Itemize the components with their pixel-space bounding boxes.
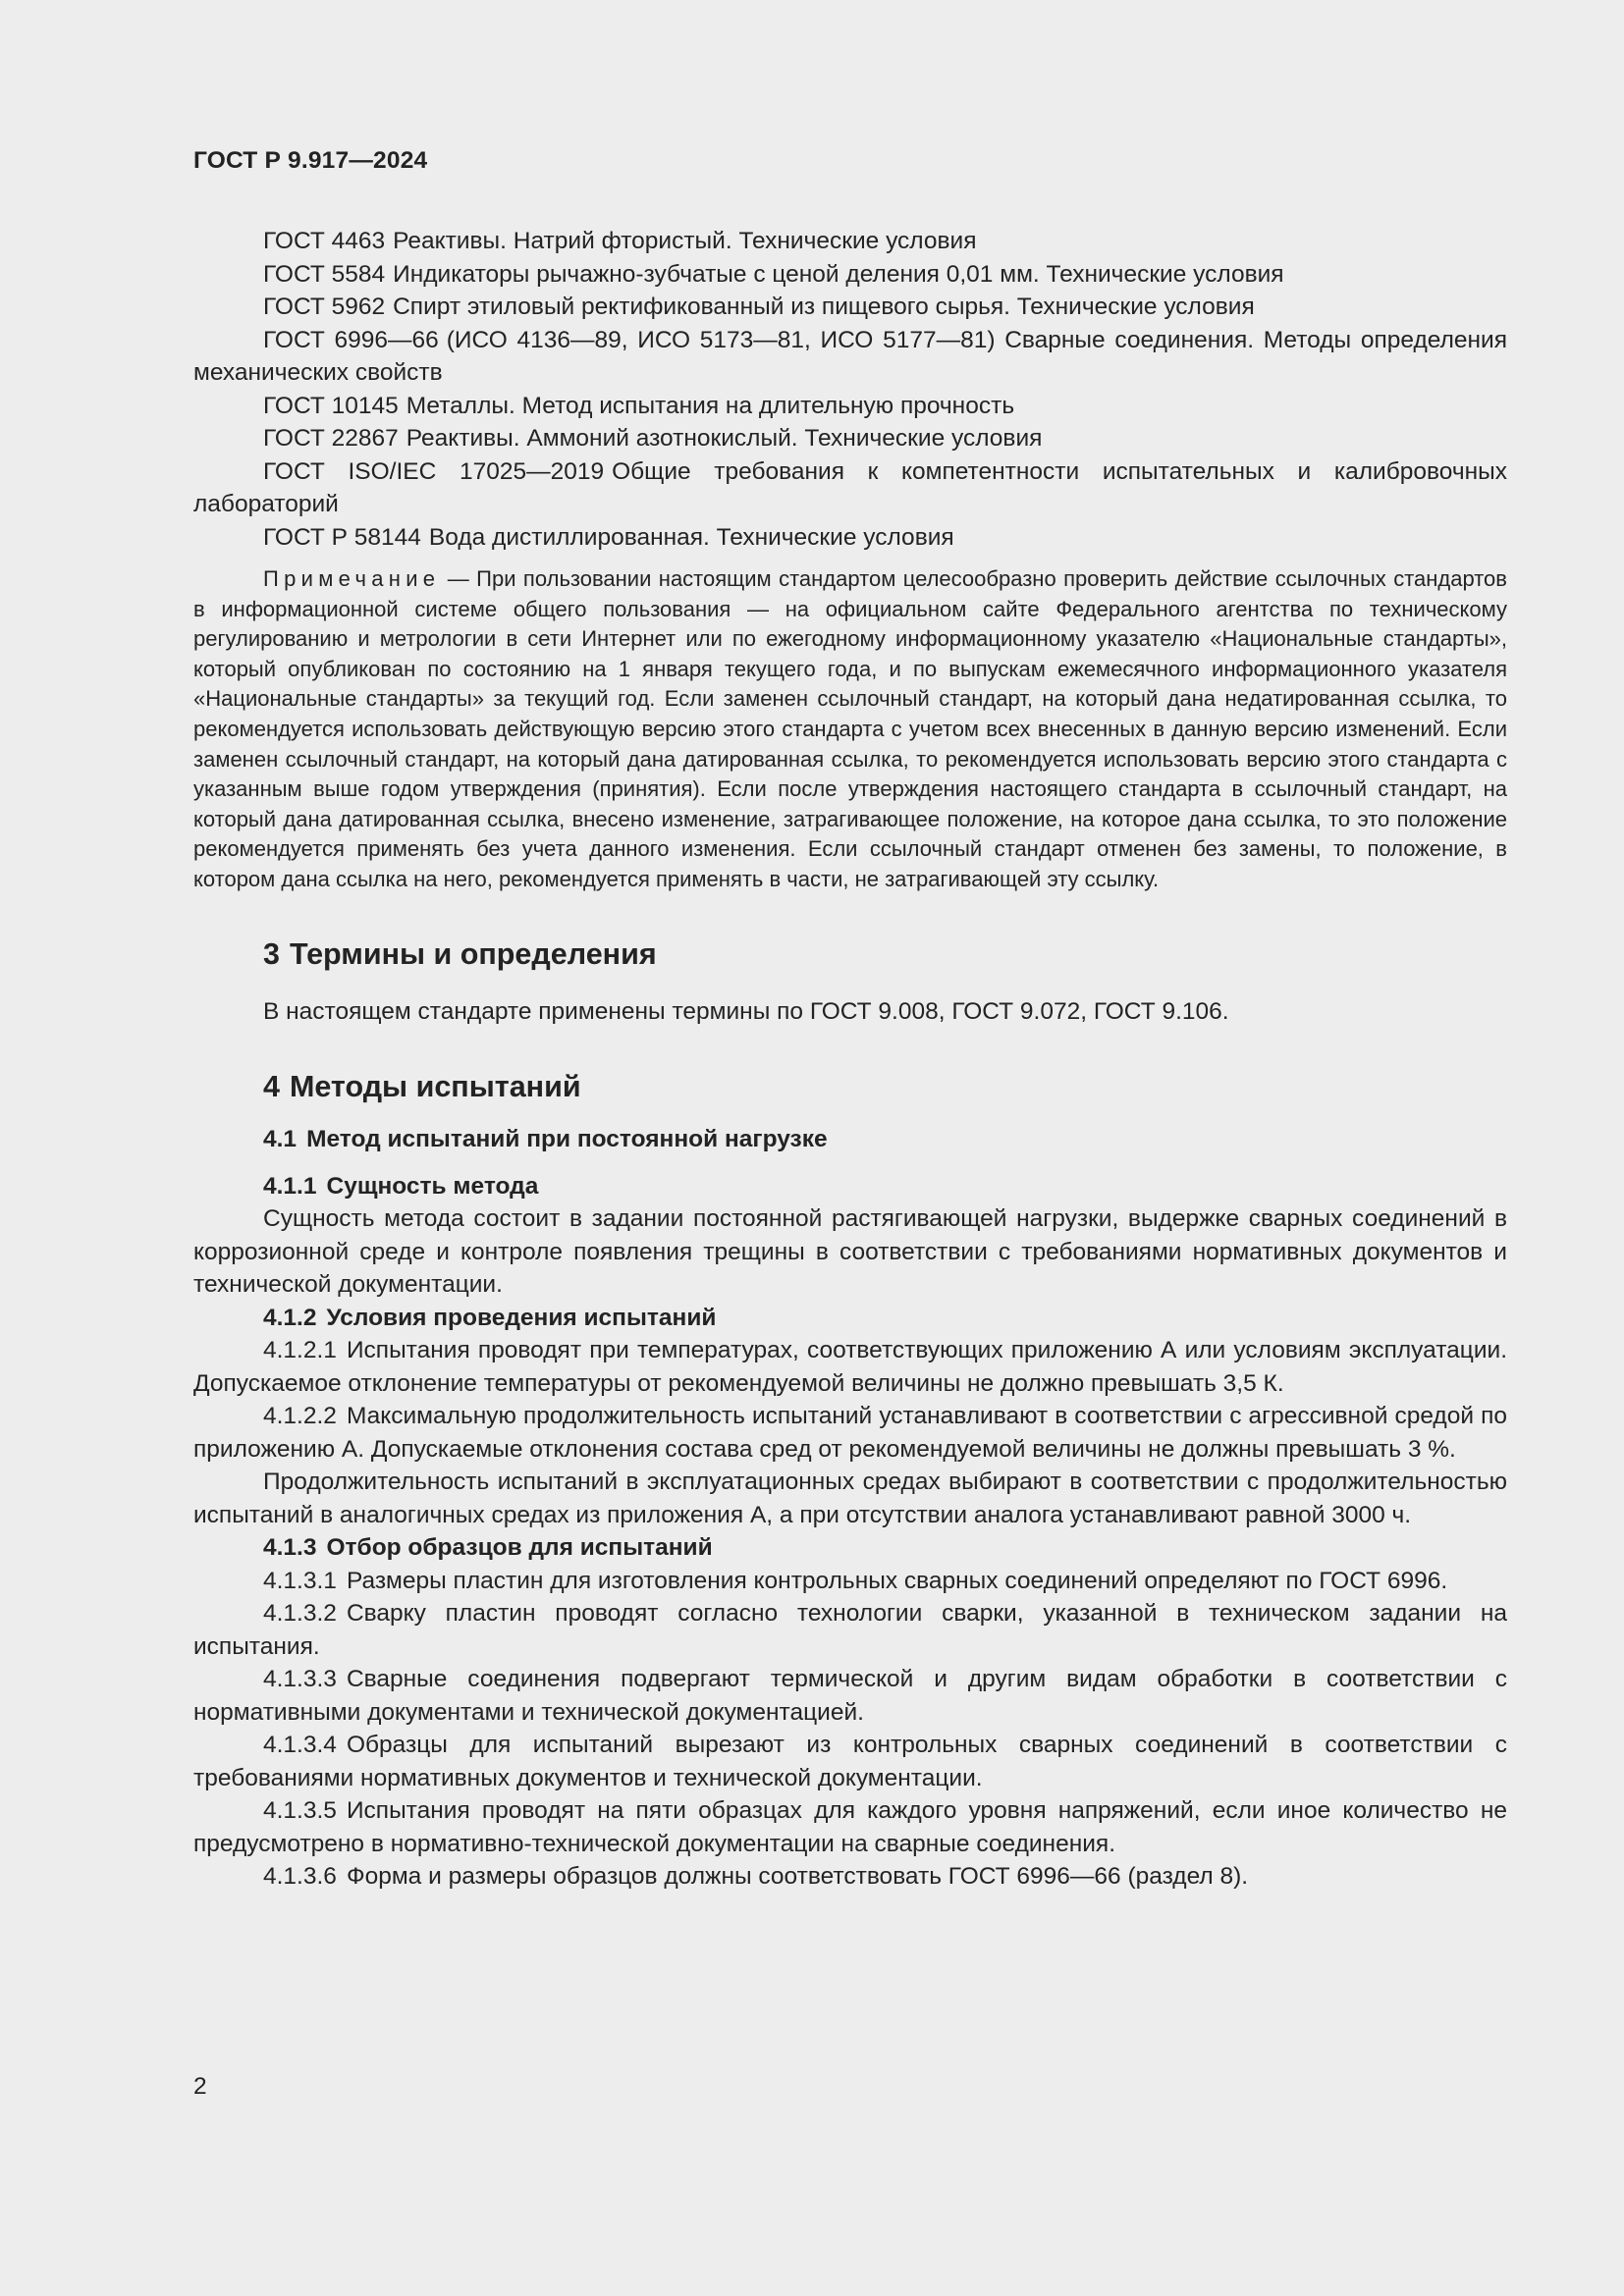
references-note: [193, 564, 1507, 895]
paragraph-number: 4.1.3.2: [263, 1600, 337, 1628]
reference-code: ГОСТ 5962: [263, 294, 386, 320]
paragraph: [193, 1565, 1507, 1598]
subsection-title: Метод испытаний при постоянной нагрузке: [306, 1126, 828, 1153]
reference-title: Общие требования к компетентности испытательных и калибровочных лабораторий: [193, 457, 1507, 517]
paragraph-number: 4.1.3.4: [263, 1732, 337, 1759]
paragraph: [193, 1729, 1507, 1794]
reference-item: [193, 324, 1507, 390]
paragraph-text: Продолжительность испытаний в эксплуатационных средах выбирают в соответствии с продолжительностью испытаний в аналогичных средах из приложения А, а при отсутствии аналога устанавливают равной 3000 ч.: [193, 1468, 1507, 1528]
section-3-heading: [193, 934, 1507, 974]
subsection-4-1-3-heading: [193, 1531, 1507, 1565]
running-header: ГОСТ Р 9.917—2024: [193, 147, 428, 174]
reference-code: ГОСТ 6996—66: [263, 326, 439, 353]
paragraph: [193, 1334, 1507, 1400]
reference-title: Реактивы. Натрий фтористый. Технические условия: [393, 228, 977, 254]
paragraph-number: 4.1.2.2: [263, 1403, 337, 1430]
paragraph: [193, 1400, 1507, 1466]
section-number: 4: [263, 1070, 280, 1104]
reference-code: ГОСТ 10145: [263, 392, 399, 419]
reference-item: [193, 422, 1507, 455]
paragraph-text: Испытания проводят на пяти образцах для каждого уровня напряжений, если иное количество не предусмотрено в нормативно-технической документации на сварные соединения.: [193, 1797, 1507, 1857]
reference-title: Вода дистиллированная. Технические условия: [428, 523, 954, 551]
paragraph-number: 4.1.3.5: [263, 1797, 337, 1825]
reference-title: Индикаторы рычажно-зубчатые с ценой деления 0,01 мм. Технические условия: [393, 260, 1284, 288]
reference-title: (ИСО 4136—89, ИСО 5173—81, ИСО 5177—81) Сварные соединения. Методы определения механических свойств: [193, 326, 1507, 386]
paragraph: [193, 1663, 1507, 1729]
page-number: 2: [193, 2073, 207, 2100]
page-content: [193, 225, 1507, 1894]
subsection-title: Отбор образцов для испытаний: [326, 1534, 713, 1562]
paragraph: [193, 1860, 1507, 1894]
reference-code: ГОСТ 22867: [263, 425, 399, 452]
reference-code: ГОСТ 4463: [263, 228, 386, 254]
paragraph: [193, 1466, 1507, 1531]
subsection-4-1-2-heading: [193, 1302, 1507, 1335]
paragraph-number: 4.1.3.1: [263, 1567, 337, 1594]
paragraph: [193, 1794, 1507, 1860]
paragraph-text: Образцы для испытаний вырезают из контрольных сварных соединений в соответствии с требованиями нормативных документов и технической документации.: [193, 1732, 1507, 1791]
paragraph-text: Сварные соединения подвергают термической и другим видам обработки в соответствии с нормативными документами и технической документацией.: [193, 1666, 1507, 1726]
paragraph-text: Максимальную продолжительность испытаний устанавливают в соответствии с агрессивной средой по приложению А. Допускаемые отклонения состава сред от рекомендуемой величины не должны превышать 3 %.: [193, 1403, 1507, 1463]
subsection-number: 4.1: [263, 1126, 298, 1153]
subsection-number: 4.1.2: [263, 1304, 317, 1331]
paragraph-text: Испытания проводят при температурах, соответствующих приложению А или условиям эксплуатации. Допускаемое отклонение температуры от рекомендуемой величины не должно превышать 3,5 К.: [193, 1337, 1507, 1397]
paragraph-text: Форма и размеры образцов должны соответствовать ГОСТ 6996—66 (раздел 8).: [346, 1863, 1249, 1891]
paragraph-text: Сварку пластин проводят согласно технологии сварки, указанной в техническом задании на испытания.: [193, 1600, 1507, 1660]
note-text: — При пользовании настоящим стандартом целесообразно проверить действие ссылочных стандартов в информационной системе общего пользования — на официальном сайте Федерального агентства по техническому регулированию и метрологии в сети Интернет или по ежегодному информационному указателю «Национальные стандарты», который опубликован по состоянию на 1 января текущего года, и по выпускам ежемесячного информационного указателя «Национальные стандарты» за текущий год. Если заменен ссылочный стандарт, на который дана недатированная ссылка, то рекомендуется использовать действующую версию этого стандарта с учетом всех внесенных в данную версию изменений. Если заменен ссылочный стандарт, на который дана датированная ссылка, то рекомендуется использовать версию этого стандарта с указанным выше годом утверждения (принятия). Если после утверждения настоящего стандарта в ссылочный стандарт, на который дана датированная ссылка, внесено изменение, затрагивающее положение, на которое дана ссылка, то это положение рекомендуется применять без учета данного изменения. Если ссылочный стандарт отменен без замены, то положение, в котором дана ссылка на него, рекомендуется применять в части, не затрагивающей эту ссылку.: [193, 566, 1507, 891]
subsection-4-1-heading: [193, 1123, 1507, 1156]
section-title: Термины и определения: [289, 936, 657, 971]
subsection-title: Сущность метода: [326, 1172, 539, 1200]
reference-title: Металлы. Метод испытания на длительную прочность: [406, 392, 1015, 419]
section-title: Методы испытаний: [289, 1070, 581, 1104]
reference-item: [193, 521, 1507, 555]
reference-title: Реактивы. Аммоний азотнокислый. Технические условия: [406, 425, 1043, 452]
subsection-4-1-1-heading: [193, 1170, 1507, 1203]
section-3-text: В настоящем стандарте применены термины по ГОСТ 9.008, ГОСТ 9.072, ГОСТ 9.106.: [263, 997, 1229, 1025]
reference-item: [193, 390, 1507, 423]
reference-item: [193, 258, 1507, 292]
paragraph-number: 4.1.2.1: [263, 1337, 337, 1364]
paragraph-number: 4.1.3.3: [263, 1666, 337, 1693]
reference-code: ГОСТ 5584: [263, 260, 386, 288]
paragraph-number: 4.1.3.6: [263, 1863, 337, 1891]
reference-code: ГОСТ ISO/IEC 17025—2019: [263, 457, 605, 485]
reference-item: [193, 225, 1507, 258]
section-4-heading: [193, 1067, 1507, 1106]
paragraph: Сущность метода состоит в задании постоянной растягивающей нагрузки, выдержке сварных соединений в коррозионной среде и контроле появления трещины в соответствии с требованиями нормативных документов и технической документации.: [193, 1205, 1507, 1299]
subsection-number: 4.1.3: [263, 1534, 317, 1562]
paragraph: [193, 1597, 1507, 1663]
reference-item: [193, 455, 1507, 521]
subsection-title: Условия проведения испытаний: [326, 1304, 717, 1331]
reference-title: Спирт этиловый ректификованный из пищевого сырья. Технические условия: [393, 294, 1255, 320]
paragraph-text: Размеры пластин для изготовления контрольных сварных соединений определяют по ГОСТ 6996.: [346, 1567, 1448, 1594]
normative-references-list: [193, 225, 1507, 554]
reference-code: ГОСТ Р 58144: [263, 523, 421, 551]
reference-item: [193, 291, 1507, 324]
subsection-number: 4.1.1: [263, 1172, 317, 1200]
section-number: 3: [263, 936, 280, 971]
note-label: Примечание: [263, 566, 441, 591]
